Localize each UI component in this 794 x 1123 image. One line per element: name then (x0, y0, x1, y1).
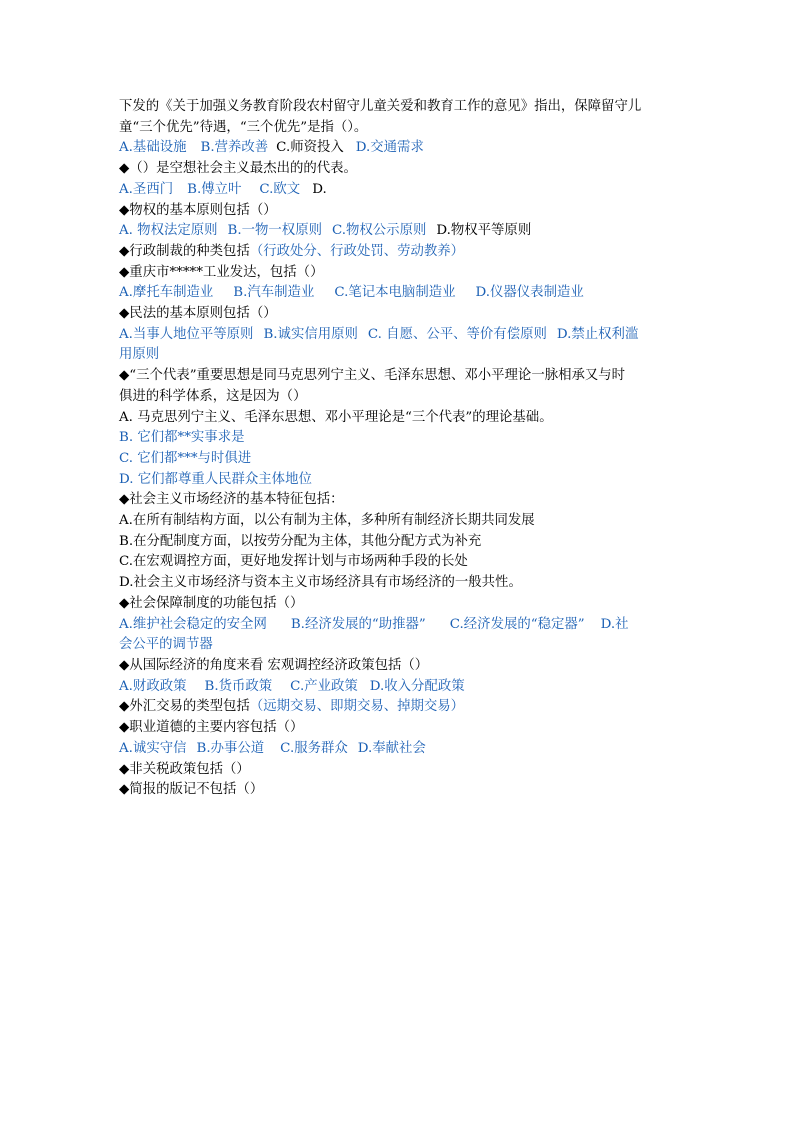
question-11-answer: （远期交易、即期交易、掉期交易） (249, 699, 465, 715)
option-c: C. 它们都***与时俱进 (119, 450, 252, 466)
option-a: A. 物权法定原则 (119, 223, 218, 239)
option-d: D.仪器仪表制造业 (475, 285, 584, 301)
option-a: A.摩托车制造业 (119, 285, 214, 301)
option-b: B.诚实信用原则 (263, 326, 358, 342)
option-c: C. 自愿、公平、等价有偿原则 (367, 326, 547, 342)
option-b: B.经济发展的“助推器” (290, 616, 426, 632)
question-4-text: ◆行政制裁的种类包括 (119, 243, 250, 259)
option-d: D. 它们都尊重人民群众主体地位 (119, 471, 312, 487)
question-3: ◆物权的基本原则包括（） (119, 202, 277, 218)
question-10: ◆从国际经济的角度来看 宏观调控经济政策包括（） (119, 657, 429, 673)
option-a: A.基础设施 (119, 140, 187, 156)
option-b: B.一物一权原则 (227, 223, 322, 239)
question-11-text: ◆外汇交易的类型包括 (119, 699, 250, 715)
question-12-options (119, 739, 679, 760)
option-b: B.货币政策 (204, 678, 273, 694)
question-1-line-1: 下发的《关于加强义务教育阶段农村留守儿童关爱和教育工作的意见》指出，保障留守儿 (119, 99, 642, 114)
option-c: C.笔记本电脑制造业 (334, 285, 456, 301)
option-d: D.收入分配政策 (369, 678, 465, 694)
option-a: A.诚实守信 (119, 740, 187, 756)
question-7-line-1: ◆“三个代表”重要思想是同马克思列宁主义、毛泽东思想、邓小平理论一脉相承又与时 (119, 368, 626, 384)
question-3-options (119, 221, 679, 242)
option-c: C.欧文 (259, 181, 301, 197)
option-b: B.汽车制造业 (233, 285, 315, 301)
question-14: ◆简报的版记不包括（） (119, 782, 264, 798)
option-c: C.经济发展的“稳定器” (449, 616, 585, 632)
option-c: C.服务群众 (280, 740, 348, 756)
question-9-option-d-continued: 会公平的调节器 (119, 637, 213, 653)
option-b: B.营养改善 (200, 140, 269, 156)
question-10-options (119, 677, 679, 698)
question-1-options (119, 138, 679, 159)
option-d: D.物权平等原则 (436, 223, 532, 239)
question-11 (119, 697, 679, 718)
question-9: ◆社会保障制度的功能包括（） (119, 595, 304, 611)
question-6-option-d-continued: 用原则 (119, 347, 160, 363)
question-2: ◆（）是空想社会主义最杰出的的代表。 (119, 161, 357, 177)
question-2-options (119, 180, 679, 201)
option-a: A.维护社会稳定的安全网 (119, 616, 267, 632)
option-d: D.奉献社会 (357, 740, 426, 756)
option-c: C.在宏观调控方面，更好地发挥计划与市场两种手段的长处 (119, 554, 468, 570)
option-b: B. 它们都**实事求是 (119, 430, 245, 446)
question-4 (119, 242, 679, 263)
question-12: ◆职业道德的主要内容包括（） (119, 720, 304, 736)
option-d: D.禁止权利滥 (556, 326, 639, 342)
option-b: B.在分配制度方面，以按劳分配为主体，其他分配方式为补充 (119, 533, 482, 549)
question-7-line-2: 俱进的科学体系，这是因为（） (119, 388, 307, 404)
question-13: ◆非关税政策包括（） (119, 761, 250, 777)
question-6-options (119, 325, 679, 346)
question-5-options (119, 283, 679, 304)
question-1-line-2: 童“三个优先”待遇，“三个优先”是指（）。 (119, 119, 368, 135)
option-a: A. 马克思列宁主义、毛泽东思想、邓小平理论是“三个代表”的理论基础。 (119, 409, 553, 425)
option-d: D.社 (600, 616, 629, 632)
question-6: ◆民法的基本原则包括（） (119, 306, 277, 322)
option-c: C.物权公示原则 (331, 223, 427, 239)
option-a: A.圣西门 (119, 181, 174, 197)
option-d: D. (312, 181, 327, 197)
option-c: C.师资投入 (276, 140, 344, 156)
question-9-options (119, 615, 679, 636)
option-b: B.办事公道 (196, 740, 265, 756)
option-b: B.傅立叶 (187, 181, 242, 197)
question-8: ◆社会主义市场经济的基本特征包括： (119, 492, 344, 508)
document-body (119, 97, 679, 801)
option-a: A.在所有制结构方面，以公有制为主体，多种所有制经济长期共同发展 (119, 513, 535, 529)
option-d: D.社会主义市场经济与资本主义市场经济具有市场经济的一般共性。 (119, 575, 522, 591)
question-4-answer: （行政处分、行政处罚、劳动教养） (249, 243, 465, 259)
option-a: A.当事人地位平等原则 (119, 326, 254, 342)
option-c: C.产业政策 (290, 678, 358, 694)
option-d: D.交通需求 (355, 140, 424, 156)
option-a: A.财政政策 (119, 678, 187, 694)
question-5: ◆重庆市*****工业发达，包括（） (119, 264, 324, 280)
